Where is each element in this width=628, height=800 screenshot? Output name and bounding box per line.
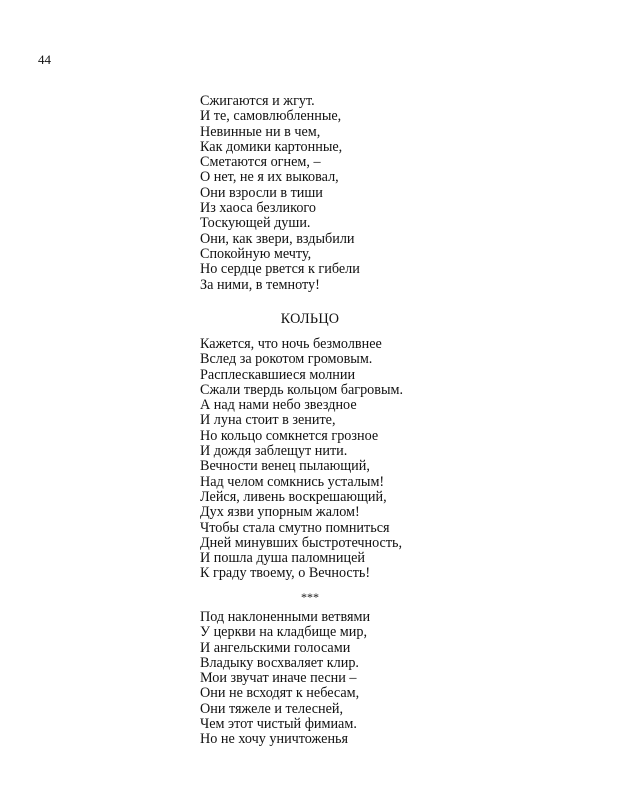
poem-line: Над челом сомкнись усталым! xyxy=(200,473,385,490)
poem-line: У церкви на кладбище мир, xyxy=(200,624,368,641)
poem-line: Сжигаются и жгут. xyxy=(200,93,315,109)
poem-line: Сметаются огнем, – xyxy=(200,154,321,171)
poem-line: Как домики картонные, xyxy=(200,138,343,155)
poem-line: И ангельскими голосами xyxy=(200,639,351,656)
poem-line: Чтобы стала смутно помниться xyxy=(200,519,390,536)
poem-line: Они взросли в тиши xyxy=(200,184,323,201)
poem-line: И луна стоит в зените, xyxy=(200,412,336,429)
poem-branches xyxy=(200,610,460,748)
poem-line: Но не хочу уничтоженья xyxy=(200,731,349,748)
poem-line: Дух язви упорным жалом! xyxy=(200,504,360,521)
poem-line: Невинные ни в чем, xyxy=(200,123,321,140)
poem-line: Лейся, ливень воскрешающий, xyxy=(200,488,387,505)
poem-line: Но кольцо сомкнется грозное xyxy=(200,427,379,444)
poem-line: Тоскующей души. xyxy=(200,215,311,232)
poem-line: Владыку восхваляет клир. xyxy=(200,654,359,671)
poem-line: Они тяжеле и телесней, xyxy=(200,700,344,717)
poem-line: О нет, не я их выковал, xyxy=(200,169,339,186)
poem-line: Под наклоненными ветвями xyxy=(200,609,371,625)
poem-title: КОЛЬЦО xyxy=(280,311,340,327)
poem-line: Расплескавшиеся молнии xyxy=(200,366,356,383)
poem-line: И дождя заблещут нити. xyxy=(200,443,348,460)
poem-line: Чем этот чистый фимиам. xyxy=(200,716,357,733)
poem-line: Сжали твердь кольцом багровым. xyxy=(200,381,404,398)
poem-line: Они не всходят к небесам, xyxy=(200,685,360,702)
poem-ring xyxy=(200,337,460,582)
poem-line: За ними, в темноту! xyxy=(200,276,320,293)
poem-line: Кажется, что ночь безмолвнее xyxy=(200,336,382,352)
poem-line: Дней минувших быстротечность, xyxy=(200,534,403,551)
poem-line: Но сердце рвется к гибели xyxy=(200,261,360,278)
poem-line: Вслед за рокотом громовым. xyxy=(200,351,373,368)
poem-line: И те, самовлюбленные, xyxy=(200,108,342,125)
page-number: 44 xyxy=(38,52,51,67)
poem-line: И пошла душа паломницей xyxy=(200,550,365,567)
poem-continued xyxy=(200,94,460,293)
poem-line: К граду твоему, о Вечность! xyxy=(200,565,371,582)
poem-line: Из хаоса безликого xyxy=(200,200,316,217)
poem-line: Спокойную мечту, xyxy=(200,245,312,262)
poem-line: Они, как звери, вздыбили xyxy=(200,230,355,247)
section-separator: *** xyxy=(301,590,319,604)
poem-line: Вечности венец пылающий, xyxy=(200,458,370,475)
poem-line: А над нами небо звездное xyxy=(200,397,357,414)
poem-line: Мои звучат иначе песни – xyxy=(200,670,357,687)
